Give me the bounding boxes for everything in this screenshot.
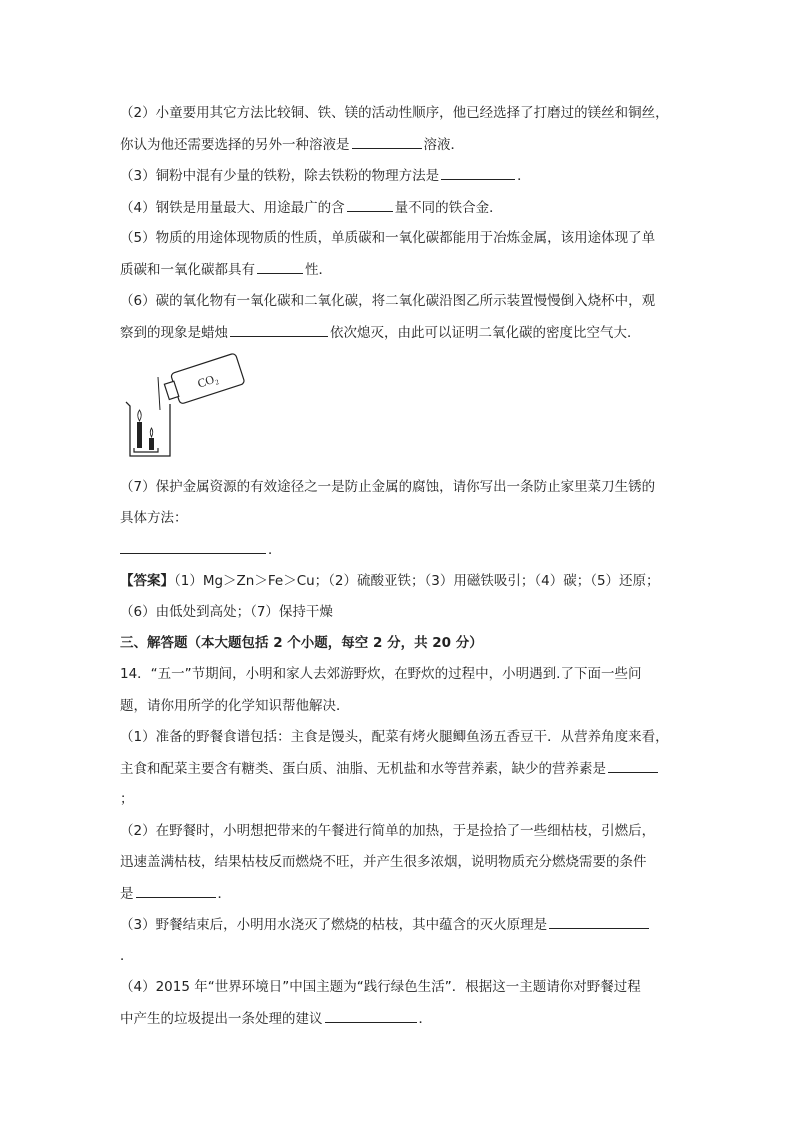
q14-p3-line1 xyxy=(120,914,651,935)
q14-p4-line2 xyxy=(120,1008,432,1029)
answer-blank[interactable] xyxy=(608,758,658,773)
answer-blank[interactable] xyxy=(230,322,328,337)
beaker xyxy=(126,402,170,456)
answer-blank[interactable] xyxy=(352,134,422,149)
q3-text-end: ． xyxy=(517,168,531,184)
q14-p2-line2: 迅速盖满枯枝，结果枯枝反而燃烧不旺，并产生很多浓烟，说明物质充分燃烧需要的条件 xyxy=(120,854,647,870)
q5-text-end: 性． xyxy=(305,262,332,278)
answer-blank[interactable] xyxy=(257,259,303,274)
answer-blank[interactable] xyxy=(325,1008,417,1023)
q3-text: （3）铜粉中混有少量的铁粉，除去铁粉的物理方法是 xyxy=(120,168,440,184)
short-candle xyxy=(149,428,154,450)
q14-p2-line1: （2）在野餐时，小明想把带来的午餐进行简单的加热，于是捡拾了一些细枯枝，引燃后， xyxy=(120,823,656,839)
q4-text-end: 量不同的铁合金． xyxy=(394,200,503,216)
pour-guide xyxy=(158,377,160,410)
q5-line1: （5）物质的用途体现物质的性质，单质碳和一氧化碳都能用于冶炼金属，该用途体现了单 xyxy=(120,230,656,246)
q2-line2 xyxy=(120,134,464,155)
q2-text: 你认为他还需要选择的另外一种溶液是 xyxy=(120,137,350,153)
answer-blank[interactable] xyxy=(136,883,216,898)
answer-blank[interactable] xyxy=(120,539,266,554)
q14-p2-line3 xyxy=(120,883,231,904)
q2-text-end: 溶液． xyxy=(423,137,464,153)
q14-p1-text: 主食和配菜主要含有糖类、蛋白质、油脂、无机盐和水等营养素，缺少的营养素是 xyxy=(120,761,606,777)
q7-line3 xyxy=(120,539,282,560)
q14-p2-text: 是 xyxy=(120,886,134,902)
q14-p1-line2 xyxy=(120,758,660,779)
q6-line1: （6）碳的氧化物有一氧化碳和二氧化碳，将二氧化碳沿图乙所示装置慢慢倒入烧杯中，观 xyxy=(120,293,656,309)
q14-line2: 题，请你用所学的化学知识帮他解决． xyxy=(120,698,350,714)
q4-line xyxy=(120,197,503,218)
tall-candle xyxy=(137,410,142,448)
q4-text: （4）钢铁是用量最大、用途最广的含 xyxy=(120,200,345,216)
answer-tag: 【答案】 xyxy=(120,573,174,589)
q7-text-end: ． xyxy=(268,542,282,558)
q3-line xyxy=(120,165,531,186)
q14-p3-text: （3）野餐结束后，小明用水浇灭了燃烧的枯枝，其中蕴含的灭火原理是 xyxy=(120,917,548,933)
q6-text: 察到的现象是蜡烛 xyxy=(120,325,228,341)
q5-text: 质碳和一氧化碳都具有 xyxy=(120,262,255,278)
co2-candle-figure xyxy=(118,352,258,462)
q14-p4-line1: （4）2015 年“世界环境日”中国主题为“践行绿色生活”．根据这一主题请你对野餐过程 xyxy=(120,979,641,995)
q14-p1-line1: （1）准备的野餐食谱包括：主食是馒头，配菜有烤火腿鲫鱼汤五香豆干．从营养角度来看， xyxy=(120,729,669,745)
q14-p4-text: 中产生的垃圾提出一条处理的建议 xyxy=(120,1011,323,1027)
q7-line2: 具体方法： xyxy=(120,510,188,526)
co2-bottle xyxy=(162,353,245,407)
answer-blank[interactable] xyxy=(549,914,649,929)
q14-p2-text-end: ． xyxy=(217,886,231,902)
section-title: 三、解答题（本大题包括 2 个小题，每空 2 分，共 20 分） xyxy=(120,635,483,651)
q7-line1: （7）保护金属资源的有效途径之一是防止金属的腐蚀，请你写出一条防止家里菜刀生锈的 xyxy=(120,479,656,495)
answer-text: （1）Mg＞Zn＞Fe＞Cu；（2）硫酸亚铁；（3）用磁铁吸引；（4）碳；（5）还原； xyxy=(174,573,660,589)
answer-line2: （6）由低处到高处；（7）保持干燥 xyxy=(120,604,333,620)
candle-stand xyxy=(134,448,158,452)
answer-line1 xyxy=(120,571,660,591)
answer-blank[interactable] xyxy=(441,165,515,180)
answer-blank[interactable] xyxy=(347,197,393,212)
q14-p4-text-end: ． xyxy=(418,1011,432,1027)
q6-text-end: 依次熄灭，由此可以证明二氧化碳的密度比空气大． xyxy=(330,325,641,341)
q5-line2 xyxy=(120,259,332,280)
q2-line1: （2）小童要用其它方法比较铜、铁、镁的活动性顺序，他已经选择了打磨过的镁丝和铜丝， xyxy=(120,105,669,121)
q6-line2 xyxy=(120,322,641,343)
co2-label: CO₂ xyxy=(195,370,220,391)
q14-line1: 14．“五一”节期间，小明和家人去郊游野炊，在野炊的过程中，小明遇到.了下面一些问 xyxy=(120,666,642,682)
q14-p1-line3: ； xyxy=(120,791,134,807)
q14-p3-line2: ． xyxy=(120,948,134,964)
